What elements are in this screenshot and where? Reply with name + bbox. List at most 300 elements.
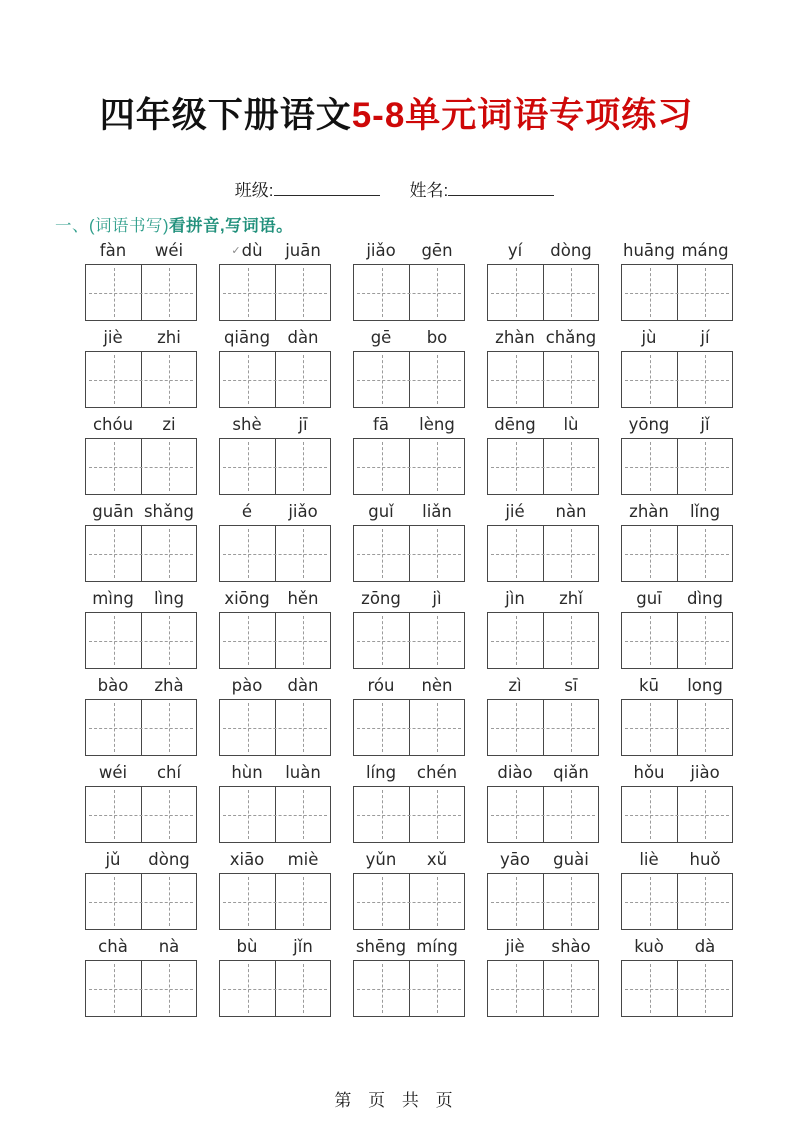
pinyin-syllable: qiǎn [553,763,589,782]
writing-cell[interactable] [141,265,196,320]
writing-cell[interactable] [622,526,677,581]
writing-cell[interactable] [220,352,275,407]
writing-cell[interactable] [622,439,677,494]
pinyin-syllable: chén [416,763,458,782]
writing-cell[interactable] [220,526,275,581]
writing-box-pair [219,960,331,1017]
writing-box-pair [219,351,331,408]
writing-cell[interactable] [86,439,141,494]
writing-cell[interactable] [543,613,598,668]
writing-box-row [85,960,733,1017]
writing-cell[interactable] [354,961,409,1016]
pinyin-syllable: jù [641,328,657,347]
word-row [85,674,733,756]
word-row [85,239,733,321]
writing-box-pair [487,351,599,408]
pinyin-pair [219,239,331,263]
writing-box-pair [219,612,331,669]
pinyin-row [85,239,733,263]
pinyin-syllable: bù [236,937,258,956]
pinyin-syllable: shè [232,415,262,434]
pinyin-syllable: jiè [103,328,123,347]
name-blank-field[interactable] [448,181,554,196]
pinyin-syllable: wéi [154,241,184,260]
writing-cell[interactable] [275,787,330,842]
writing-cell[interactable] [409,787,464,842]
writing-cell[interactable] [86,787,141,842]
writing-box-pair [353,264,465,321]
writing-cell[interactable] [275,874,330,929]
page-title-red: 5-8单元词语专项练习 [351,96,694,135]
writing-cell[interactable] [543,700,598,755]
pinyin-pair [353,761,465,785]
pinyin-syllable: shào [551,937,591,956]
pinyin-syllable: jiào [690,763,720,782]
pinyin-pair [85,935,197,959]
pinyin-syllable: sī [564,676,578,695]
writing-cell[interactable] [543,787,598,842]
writing-box-pair [353,351,465,408]
pinyin-pair [621,239,733,263]
writing-cell[interactable] [409,874,464,929]
pinyin-syllable: é [241,502,253,521]
writing-box-pair [487,699,599,756]
pinyin-grid [85,239,733,1022]
pinyin-syllable: hǒu [633,763,665,782]
pinyin-pair [353,674,465,698]
writing-box-pair [353,525,465,582]
pinyin-pair [85,587,197,611]
writing-box-pair [85,264,197,321]
writing-cell[interactable] [220,874,275,929]
writing-cell[interactable] [488,961,543,1016]
writing-cell[interactable] [409,526,464,581]
word-row [85,413,733,495]
writing-box-pair [353,438,465,495]
writing-cell[interactable] [543,526,598,581]
pinyin-row [85,326,733,350]
writing-box-pair [85,351,197,408]
pinyin-row [85,848,733,872]
pinyin-syllable: lèng [419,415,455,434]
page-title-black: 四年级下册语文 [99,96,352,135]
pinyin-syllable: gēn [421,241,453,260]
pinyin-syllable: zi [162,415,176,434]
pinyin-syllable: huǒ [689,850,721,869]
writing-cell[interactable] [622,613,677,668]
handwritten-tick-mark: ✓ [231,244,241,257]
writing-box-pair [487,873,599,930]
pinyin-syllable: yí [507,241,523,260]
writing-cell[interactable] [141,439,196,494]
pinyin-pair [353,500,465,524]
writing-cell[interactable] [488,787,543,842]
word-row [85,848,733,930]
writing-cell[interactable] [275,439,330,494]
writing-cell[interactable] [488,352,543,407]
pinyin-syllable: shēng [355,937,407,956]
pinyin-pair [487,935,599,959]
writing-cell[interactable] [275,352,330,407]
page-title [0,92,793,140]
pinyin-syllable: jié [505,502,525,521]
writing-box-pair [621,525,733,582]
pinyin-pair [85,413,197,437]
page-footer: 第 页 共 页 [334,1091,459,1110]
pinyin-syllable: wéi [98,763,128,782]
writing-cell[interactable] [220,265,275,320]
pinyin-syllable: jí [700,328,710,347]
writing-cell[interactable] [677,961,732,1016]
writing-cell[interactable] [86,265,141,320]
writing-cell[interactable] [488,700,543,755]
pinyin-syllable: huāng [623,241,675,260]
writing-cell[interactable] [543,439,598,494]
writing-box-pair [621,699,733,756]
writing-box-pair [85,438,197,495]
pinyin-pair [353,413,465,437]
writing-cell[interactable] [677,874,732,929]
writing-box-row [85,786,733,843]
writing-cell[interactable] [409,613,464,668]
writing-box-pair [85,786,197,843]
pinyin-syllable: zhàn [495,328,535,347]
writing-cell[interactable] [354,352,409,407]
writing-box-pair [487,525,599,582]
pinyin-pair [487,326,599,350]
pinyin-row [85,674,733,698]
pinyin-row [85,587,733,611]
pinyin-syllable: kū [638,676,659,695]
pinyin-pair [621,587,733,611]
writing-box-pair [487,786,599,843]
pinyin-syllable: guài [553,850,589,869]
pinyin-syllable: xiōng [224,589,270,608]
writing-box-pair [85,699,197,756]
writing-box-pair [487,612,599,669]
writing-cell[interactable] [141,526,196,581]
writing-cell[interactable] [275,700,330,755]
pinyin-syllable: jì [432,589,442,608]
pinyin-syllable: miè [287,850,319,869]
writing-cell[interactable] [86,961,141,1016]
pinyin-pair [219,326,331,350]
writing-cell[interactable] [543,961,598,1016]
pinyin-syllable: zhi [157,328,181,347]
writing-cell[interactable] [622,700,677,755]
writing-box-pair [353,699,465,756]
writing-cell[interactable] [354,874,409,929]
pinyin-pair [487,674,599,698]
writing-cell[interactable] [141,874,196,929]
pinyin-pair [353,935,465,959]
writing-cell[interactable] [141,961,196,1016]
writing-cell[interactable] [677,787,732,842]
pinyin-pair [353,326,465,350]
writing-cell[interactable] [354,265,409,320]
pinyin-syllable: kuò [634,937,664,956]
pinyin-syllable: yāo [500,850,530,869]
pinyin-pair [353,587,465,611]
pinyin-syllable: jǐ [700,415,710,434]
pinyin-syllable: ✓dù [231,241,263,260]
writing-box-pair [621,786,733,843]
pinyin-syllable: dà [694,937,716,956]
writing-cell[interactable] [86,526,141,581]
writing-box-pair [353,786,465,843]
pinyin-syllable: míng [416,937,458,956]
writing-cell[interactable] [488,526,543,581]
pinyin-syllable: yōng [628,415,670,434]
pinyin-syllable: luàn [285,763,321,782]
writing-cell[interactable] [543,265,598,320]
writing-box-pair [85,873,197,930]
writing-cell[interactable] [622,874,677,929]
writing-cell[interactable] [488,613,543,668]
writing-cell[interactable] [86,352,141,407]
writing-box-pair [353,960,465,1017]
section-number-prefix: 一、(词语书写) [55,217,169,235]
writing-box-pair [353,873,465,930]
writing-cell[interactable] [488,439,543,494]
pinyin-pair [621,326,733,350]
pinyin-pair [85,674,197,698]
writing-cell[interactable] [275,961,330,1016]
writing-box-row [85,438,733,495]
name-label: 姓名: [409,181,449,200]
writing-box-pair [219,525,331,582]
writing-cell[interactable] [354,787,409,842]
pinyin-syllable: jǐn [293,937,313,956]
writing-cell[interactable] [141,352,196,407]
pinyin-pair [85,326,197,350]
writing-box-pair [621,612,733,669]
pinyin-pair [219,848,331,872]
pinyin-syllable: dàn [287,676,319,695]
writing-cell[interactable] [86,874,141,929]
pinyin-pair [487,761,599,785]
writing-cell[interactable] [622,787,677,842]
pinyin-syllable: dìng [687,589,723,608]
pinyin-syllable: lù [563,415,579,434]
pinyin-syllable: xǔ [426,850,448,869]
pinyin-pair [621,413,733,437]
writing-cell[interactable] [677,613,732,668]
writing-cell[interactable] [677,526,732,581]
pinyin-syllable: guān [92,502,134,521]
pinyin-syllable: zōng [361,589,401,608]
pinyin-syllable: dòng [148,850,190,869]
pinyin-syllable: liǎn [422,502,452,521]
pinyin-syllable: líng [365,763,397,782]
writing-cell[interactable] [543,352,598,407]
writing-cell[interactable] [141,613,196,668]
pinyin-syllable: chǎng [545,328,597,347]
writing-cell[interactable] [220,613,275,668]
pinyin-syllable: long [687,676,723,695]
section-instruction: 看拼音,写词语。 [169,217,294,235]
pinyin-syllable: guǐ [368,502,394,521]
pinyin-pair [487,413,599,437]
pinyin-syllable: jìn [505,589,525,608]
student-info-line [0,176,793,201]
pinyin-syllable: mìng [92,589,134,608]
writing-box-row [85,351,733,408]
pinyin-pair [621,674,733,698]
writing-cell[interactable] [275,265,330,320]
pinyin-syllable: jiǎo [288,502,318,521]
class-label: 班级: [234,181,274,200]
writing-box-row [85,699,733,756]
writing-cell[interactable] [622,265,677,320]
pinyin-syllable: zì [508,676,522,695]
pinyin-syllable: jī [298,415,308,434]
pinyin-pair [219,587,331,611]
section-header [55,212,293,236]
writing-cell[interactable] [543,874,598,929]
pinyin-pair [85,500,197,524]
writing-box-pair [621,438,733,495]
writing-cell[interactable] [409,352,464,407]
writing-cell[interactable] [354,526,409,581]
writing-cell[interactable] [622,961,677,1016]
pinyin-pair [487,848,599,872]
pinyin-syllable: zhà [154,676,184,695]
pinyin-syllable: lìng [153,589,185,608]
writing-cell[interactable] [141,700,196,755]
writing-cell[interactable] [354,613,409,668]
pinyin-syllable: dàn [287,328,319,347]
pinyin-syllable: diào [497,763,533,782]
pinyin-pair [353,239,465,263]
writing-cell[interactable] [220,700,275,755]
pinyin-row [85,935,733,959]
pinyin-syllable: gē [370,328,392,347]
pinyin-pair [621,935,733,959]
writing-cell[interactable] [275,526,330,581]
writing-box-pair [219,264,331,321]
pinyin-syllable: chà [98,937,128,956]
writing-cell[interactable] [488,265,543,320]
pinyin-pair [487,587,599,611]
pinyin-syllable: bào [97,676,129,695]
writing-box-pair [219,699,331,756]
pinyin-pair [85,761,197,785]
pinyin-syllable: yǔn [365,850,397,869]
pinyin-syllable: nà [158,937,180,956]
pinyin-syllable: dēng [494,415,536,434]
writing-cell[interactable] [86,700,141,755]
pinyin-syllable: jǔ [105,850,121,869]
pinyin-syllable: jiè [505,937,525,956]
writing-box-pair [621,264,733,321]
pinyin-pair [219,674,331,698]
writing-cell[interactable] [409,439,464,494]
writing-cell[interactable] [677,700,732,755]
writing-box-pair [85,612,197,669]
pinyin-syllable: nàn [555,502,587,521]
pinyin-syllable: fā [373,415,389,434]
word-row [85,935,733,1017]
pinyin-syllable: máng [681,241,729,260]
word-row [85,326,733,408]
writing-box-pair [219,873,331,930]
writing-cell[interactable] [354,700,409,755]
writing-cell[interactable] [409,961,464,1016]
writing-box-pair [353,612,465,669]
word-row [85,500,733,582]
writing-cell[interactable] [220,961,275,1016]
pinyin-syllable: róu [367,676,395,695]
pinyin-syllable: qiāng [223,328,271,347]
pinyin-pair [487,239,599,263]
writing-cell[interactable] [677,352,732,407]
writing-box-pair [621,960,733,1017]
writing-box-pair [621,873,733,930]
pinyin-syllable: fàn [99,241,127,260]
pinyin-syllable: zhǐ [559,589,583,608]
writing-cell[interactable] [220,439,275,494]
writing-cell[interactable] [354,439,409,494]
writing-box-pair [487,264,599,321]
writing-cell[interactable] [220,787,275,842]
class-blank-field[interactable] [274,181,380,196]
pinyin-syllable: jiǎo [366,241,396,260]
writing-cell[interactable] [488,874,543,929]
pinyin-pair [621,761,733,785]
writing-cell[interactable] [86,613,141,668]
writing-box-pair [487,960,599,1017]
pinyin-syllable: liè [639,850,659,869]
writing-box-pair [219,786,331,843]
pinyin-syllable: xiāo [229,850,265,869]
writing-box-pair [487,438,599,495]
writing-cell[interactable] [677,439,732,494]
writing-cell[interactable] [677,265,732,320]
word-row [85,587,733,669]
writing-box-pair [621,351,733,408]
pinyin-syllable: hùn [231,763,263,782]
writing-cell[interactable] [141,787,196,842]
pinyin-syllable: chí [156,763,182,782]
pinyin-syllable: zhàn [629,502,669,521]
pinyin-pair [487,500,599,524]
writing-cell[interactable] [409,700,464,755]
writing-box-pair [85,960,197,1017]
pinyin-pair [219,935,331,959]
writing-cell[interactable] [275,613,330,668]
pinyin-syllable: guī [636,589,662,608]
word-row [85,761,733,843]
pinyin-pair [219,413,331,437]
pinyin-syllable: nèn [421,676,453,695]
pinyin-syllable: juān [285,241,321,260]
writing-box-row [85,264,733,321]
pinyin-syllable: shǎng [143,502,195,521]
writing-box-row [85,873,733,930]
writing-cell[interactable] [409,265,464,320]
pinyin-pair [621,500,733,524]
pinyin-row [85,761,733,785]
writing-box-row [85,612,733,669]
pinyin-syllable: hěn [287,589,319,608]
writing-box-pair [85,525,197,582]
writing-cell[interactable] [622,352,677,407]
pinyin-row [85,413,733,437]
pinyin-pair [621,848,733,872]
pinyin-pair [85,848,197,872]
pinyin-pair [219,500,331,524]
